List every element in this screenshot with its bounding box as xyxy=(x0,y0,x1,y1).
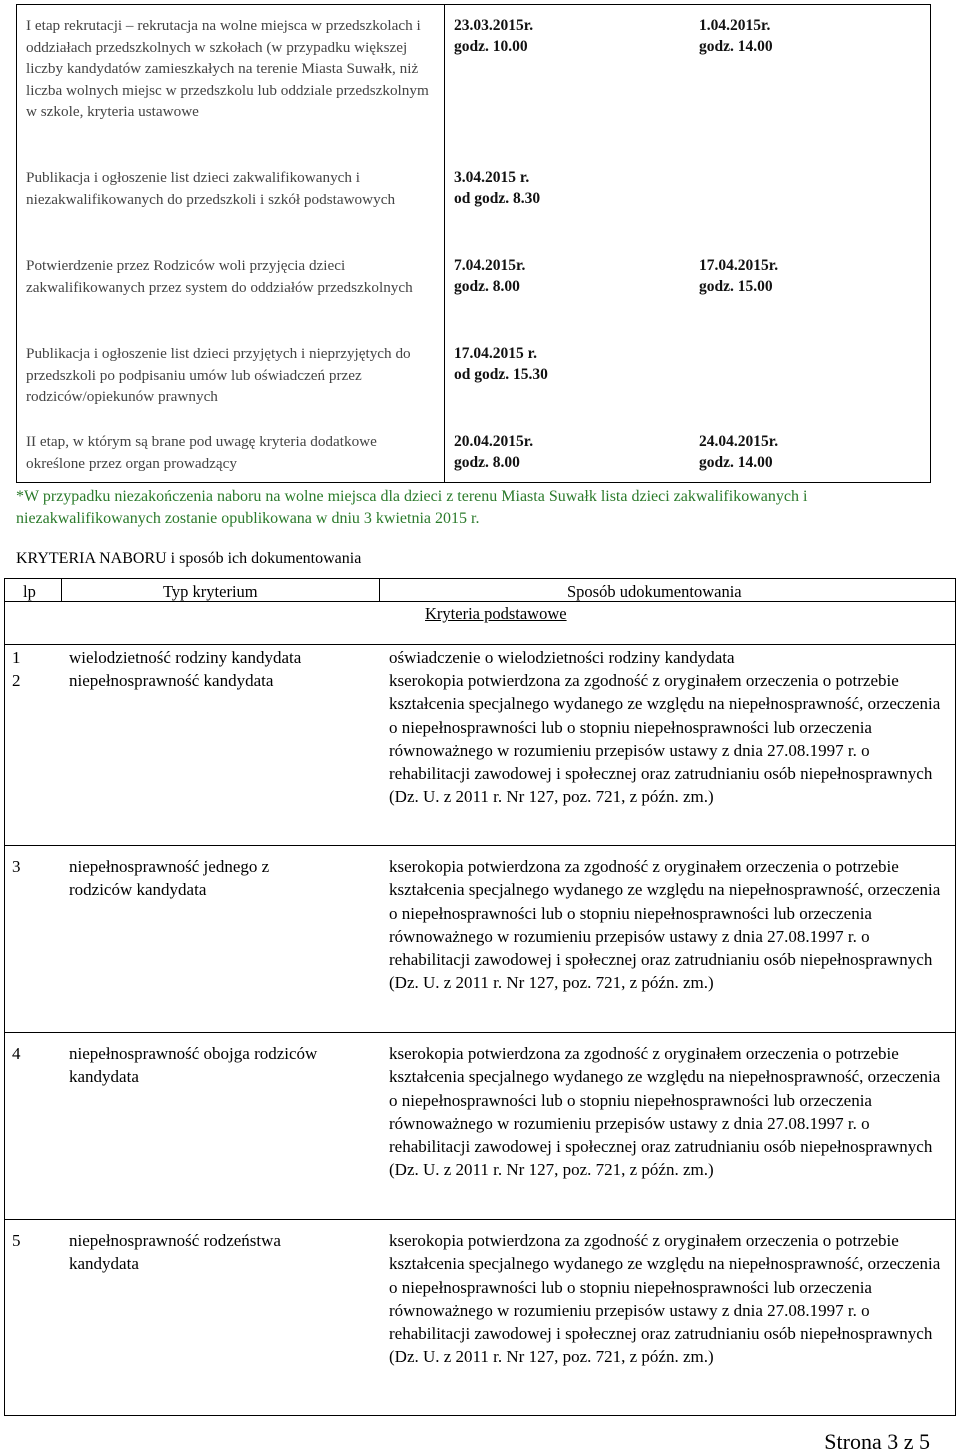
schedule-start-date: 20.04.2015r. godz. 8.00 xyxy=(454,433,534,471)
criteria-documentation: kserokopia potwierdzona za zgodność z oryginałem orzeczenia o potrzebie kształcenia specjalnego wydanego ze względu na niepełnosprawność, orzeczenia o niepełnosprawności lub o stopniu niepełnosprawności lub orzeczenia równoważnego w rozumieniu przepisów ustawy z dnia 27.08.1997 r. o rehabilitacji zawodowej i społecznej oraz zatrudnianiu osób niepełnosprawnych (Dz. U. z 2011 r. Nr 127, poz. 721, z późn. zm.) xyxy=(389,671,941,807)
schedule-description: Publikacja i ogłoszenie list dzieci przyjętych i nieprzyjętych do przedszkoli po podpisaniu umów lub oświadczeń przez rodziców/opiekunów prawnych xyxy=(26,345,411,406)
schedule-start-date: 23.03.2015r. godz. 10.00 xyxy=(454,17,534,55)
schedule-end-date: 24.04.2015r. godz. 14.00 xyxy=(699,433,779,471)
schedule-start-date: 17.04.2015 r. od godz. 15.30 xyxy=(454,345,548,383)
schedule-description: I etap rekrutacji – rekrutacja na wolne miejsca w przedszkolach i oddziałach przedszkolnych w szkołach (w przypadku większej liczby kandydatów zamieszkałych na terenie Miasta Suwałk, niż liczba wolnych miejsc w przedszkolu lub oddziale przedszkolnym w szkole, kryteria ustawowe xyxy=(26,17,429,121)
schedule-table xyxy=(16,4,931,483)
header-criterion-type: Typ kryterium xyxy=(163,582,258,601)
criteria-documentation: oświadczenie o wielodzietności rodziny kandydata xyxy=(389,648,735,667)
column-divider xyxy=(444,5,445,482)
criteria-table xyxy=(4,578,956,1416)
row-divider xyxy=(5,845,955,846)
criteria-heading: KRYTERIA NABORU i sposób ich dokumentowania xyxy=(16,550,362,567)
header-lp: lp xyxy=(23,582,36,601)
row-divider xyxy=(5,1032,955,1033)
page-number: Strona 3 z 5 xyxy=(824,1429,930,1454)
criteria-number: 5 xyxy=(12,1231,21,1250)
column-divider xyxy=(61,579,62,601)
criteria-type: niepełnosprawność rodzeństwa kandydata xyxy=(69,1231,281,1274)
criteria-documentation: kserokopia potwierdzona za zgodność z oryginałem orzeczenia o potrzebie kształcenia specjalnego wydanego ze względu na niepełnosprawność, orzeczenia o niepełnosprawności lub o stopniu niepełnosprawności lub orzeczenia równoważnego w rozumieniu przepisów ustawy z dnia 27.08.1997 r. o rehabilitacji zawodowej i społecznej oraz zatrudnianiu osób niepełnosprawnych (Dz. U. z 2011 r. Nr 127, poz. 721, z późn. zm.) xyxy=(389,857,941,993)
schedule-description: Publikacja i ogłoszenie list dzieci zakwalifikowanych i niezakwalifikowanych do przedszkoli i szkół podstawowych xyxy=(26,169,396,208)
criteria-number: 4 xyxy=(12,1044,21,1063)
criteria-number: 1 xyxy=(12,648,21,667)
criteria-type: niepełnosprawność kandydata xyxy=(69,671,274,690)
schedule-end-date: 1.04.2015r. godz. 14.00 xyxy=(699,17,773,55)
row-divider xyxy=(5,644,955,645)
row-divider xyxy=(5,1219,955,1220)
criteria-number: 2 xyxy=(12,671,21,690)
criteria-documentation: kserokopia potwierdzona za zgodność z oryginałem orzeczenia o potrzebie kształcenia specjalnego wydanego ze względu na niepełnosprawność, orzeczenia o niepełnosprawności lub o stopniu niepełnosprawności lub orzeczenia równoważnego w rozumieniu przepisów ustawy z dnia 27.08.1997 r. o rehabilitacji zawodowej i społecznej oraz zatrudnianiu osób niepełnosprawnych (Dz. U. z 2011 r. Nr 127, poz. 721, z późn. zm.) xyxy=(389,1044,941,1180)
criteria-documentation: kserokopia potwierdzona za zgodność z oryginałem orzeczenia o potrzebie kształcenia specjalnego wydanego ze względu na niepełnosprawność, orzeczenia o niepełnosprawności lub o stopniu niepełnosprawności lub orzeczenia równoważnego w rozumieniu przepisów ustawy z dnia 27.08.1997 r. o rehabilitacji zawodowej i społecznej oraz zatrudnianiu osób niepełnosprawnych (Dz. U. z 2011 r. Nr 127, poz. 721, z późn. zm.) xyxy=(389,1231,941,1367)
row-divider xyxy=(5,601,955,602)
recruitment-note: *W przypadku niezakończenia naboru na wolne miejsca dla dzieci z terenu Miasta Suwałk lista dzieci zakwalifikowanych i niezakwalifikowanych zostanie opublikowana w dniu 3 kwietnia 2015 r. xyxy=(16,488,808,527)
header-documentation: Sposób udokumentowania xyxy=(567,582,742,601)
column-divider xyxy=(379,579,380,601)
criteria-type: niepełnosprawność obojga rodziców kandydata xyxy=(69,1044,318,1087)
schedule-description: Potwierdzenie przez Rodziców woli przyjęcia dzieci zakwalifikowanych przez system do oddziałów przedszkolnych xyxy=(26,257,413,296)
schedule-start-date: 3.04.2015 r. od godz. 8.30 xyxy=(454,169,541,207)
criteria-type: wielodzietność rodziny kandydata xyxy=(69,648,302,667)
criteria-number: 3 xyxy=(12,857,21,876)
schedule-description: II etap, w którym są brane pod uwagę kryteria dodatkowe określone przez organ prowadzący xyxy=(26,433,377,472)
schedule-end-date: 17.04.2015r. godz. 15.00 xyxy=(699,257,779,295)
criteria-type: niepełnosprawność jednego z rodziców kandydata xyxy=(69,857,270,900)
subheader-basic-criteria: Kryteria podstawowe xyxy=(425,604,567,623)
schedule-start-date: 7.04.2015r. godz. 8.00 xyxy=(454,257,526,295)
